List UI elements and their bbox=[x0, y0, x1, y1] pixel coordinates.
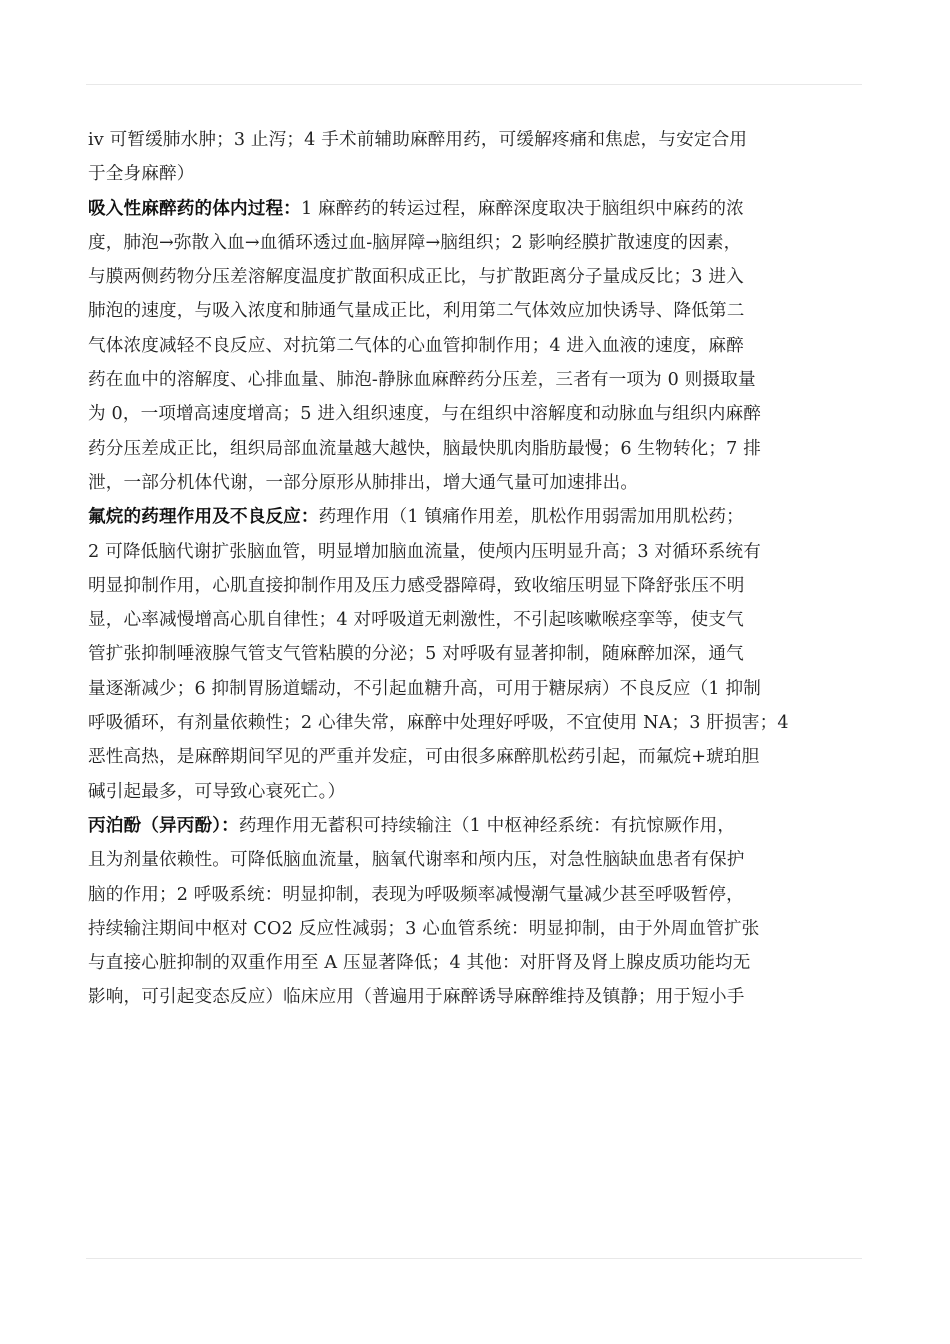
body-text: 肺泡的速度，与吸入浓度和肺通气量成正比，利用第二气体效应加快诱导、降低第二 bbox=[88, 301, 745, 322]
paragraph-line bbox=[88, 706, 882, 740]
paragraph-line bbox=[88, 843, 882, 877]
paragraph-line bbox=[88, 980, 882, 1014]
paragraph-line bbox=[88, 157, 882, 191]
paragraph-line bbox=[88, 569, 882, 603]
paragraph-line bbox=[88, 672, 882, 706]
paragraph-line bbox=[88, 329, 882, 363]
paragraph-line bbox=[88, 260, 882, 294]
paragraph-line bbox=[88, 397, 882, 431]
body-text: 气体浓度减轻不良反应、对抗第二气体的心血管抑制作用；4 进入血液的速度，麻醉 bbox=[88, 335, 744, 356]
body-text: 显，心率减慢增高心肌自律性；4 对呼吸道无刺激性，不引起咳嗽喉痉挛等，使支气 bbox=[88, 610, 744, 631]
section-heading: 氟烷的药理作用及不良反应： bbox=[88, 507, 319, 528]
body-text: 影响，可引起变态反应）临床应用（普遍用于麻醉诱导麻醉维持及镇静；用于短小手 bbox=[88, 987, 745, 1008]
body-text: 恶性高热，是麻醉期间罕见的严重并发症，可由很多麻醉肌松药引起，而氟烷+琥珀胆 bbox=[88, 747, 760, 768]
body-text: 度，肺泡→弥散入血→血循环透过血-脑屏障→脑组织；2 影响经膜扩散速度的因素， bbox=[88, 232, 742, 253]
body-text: 碱引起最多，可导致心衰死亡。） bbox=[88, 781, 346, 802]
body-text: 量逐渐减少；6 抑制胃肠道蠕动，不引起血糖升高，可用于糖尿病）不良反应（1 抑制 bbox=[88, 678, 761, 699]
paragraph-line bbox=[88, 637, 882, 671]
body-text: 药理作用（1 镇痛作用差，肌松作用弱需加用肌松药； bbox=[318, 507, 744, 528]
body-text: 明显抑制作用，心肌直接抑制作用及压力感受器障碍，致收缩压明显下降舒张压不明 bbox=[88, 575, 745, 596]
body-text: 药分压差成正比，组织局部血流量越大越快，脑最快肌肉脂肪最慢；6 生物转化；7 排 bbox=[88, 438, 761, 459]
paragraph-line bbox=[88, 878, 882, 912]
body-text: 持续输注期间中枢对 CO2 反应性减弱；3 心血管系统：明显抑制，由于外周血管扩张 bbox=[88, 918, 760, 939]
paragraph-line bbox=[88, 226, 882, 260]
paragraph-line bbox=[88, 535, 882, 569]
document-body bbox=[88, 123, 882, 1015]
body-text: 药理作用无蓄积可持续输注（1 中枢神经系统：有抗惊厥作用， bbox=[238, 815, 736, 836]
paragraph-line bbox=[88, 294, 882, 328]
section-first-line bbox=[88, 192, 882, 226]
body-text: 为 0，一项增高速度增高；5 进入组织速度，与在组织中溶解度和动脉血与组织内麻醉 bbox=[88, 404, 761, 425]
paragraph-line bbox=[88, 603, 882, 637]
body-text: iv 可暂缓肺水肿；3 止泻；4 手术前辅助麻醉用药，可缓解疼痛和焦虑，与安定合用 bbox=[88, 130, 748, 150]
paragraph-line bbox=[88, 363, 882, 397]
body-text: 与直接心脏抑制的双重作用至 A 压显著降低；4 其他：对肝肾及肾上腺皮质功能均无 bbox=[88, 953, 751, 974]
body-text: 管扩张抑制唾液腺气管支气管粘膜的分泌；5 对呼吸有显著抑制，随麻醉加深，通气 bbox=[88, 644, 744, 665]
body-text: 与膜两侧药物分压差溶解度温度扩散面积成正比，与扩散距离分子量成反比；3 进入 bbox=[88, 267, 744, 288]
paragraph-line bbox=[88, 946, 882, 980]
paragraph-line bbox=[88, 466, 882, 500]
body-text: 呼吸循环，有剂量依赖性；2 心律失常，麻醉中处理好呼吸，不宜使用 NA；3 肝损害；4 bbox=[88, 713, 789, 734]
body-text: 2 可降低脑代谢扩张脑血管，明显增加脑血流量，使颅内压明显升高；3 对循环系统有 bbox=[88, 541, 761, 562]
paragraph-line bbox=[88, 123, 882, 157]
section-first-line bbox=[88, 500, 882, 534]
body-text: 泄，一部分机体代谢，一部分原形从肺排出，增大通气量可加速排出。 bbox=[88, 472, 639, 493]
body-text: 药在血中的溶解度、心排血量、肺泡-静脉血麻醉药分压差，三者有一项为 0 则摄取量 bbox=[88, 370, 756, 391]
body-text: 于全身麻醉） bbox=[88, 164, 195, 185]
body-text: 脑的作用；2 呼吸系统：明显抑制，表现为呼吸频率减慢潮气量减少甚至呼吸暂停， bbox=[88, 884, 744, 905]
paragraph-line bbox=[88, 912, 882, 946]
header-divider bbox=[86, 84, 862, 85]
body-text: 1 麻醉药的转运过程，麻醉深度取决于脑组织中麻药的浓 bbox=[300, 198, 744, 219]
paragraph-line bbox=[88, 432, 882, 466]
section-heading: 吸入性麻醉药的体内过程： bbox=[88, 198, 301, 219]
footer-divider bbox=[86, 1258, 862, 1259]
paragraph-line bbox=[88, 740, 882, 774]
body-text: 且为剂量依赖性。可降低脑血流量，脑氧代谢率和颅内压，对急性脑缺血患者有保护 bbox=[88, 850, 745, 871]
section-heading: 丙泊酚（异丙酚）： bbox=[88, 815, 239, 836]
paragraph-line bbox=[88, 775, 882, 809]
section-first-line bbox=[88, 809, 882, 843]
